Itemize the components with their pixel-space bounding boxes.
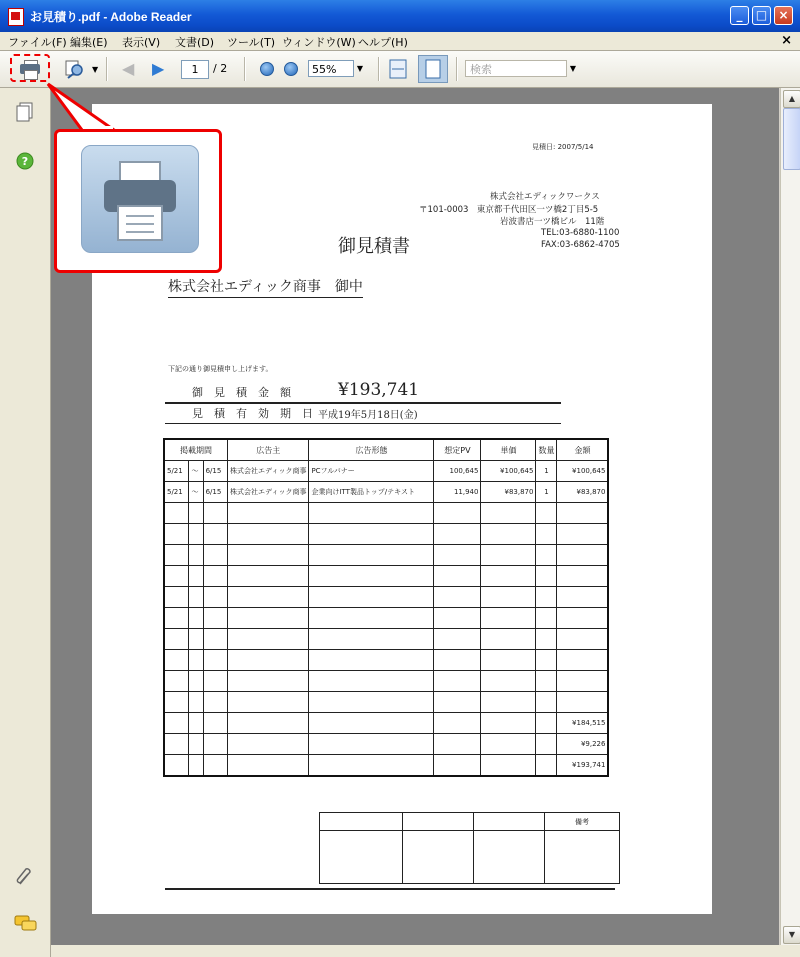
search-dropdown-icon[interactable]: ▼ — [569, 64, 577, 73]
table-row — [164, 503, 608, 524]
tax: ¥9,226 — [557, 734, 609, 755]
company-address-1: 〒101-0003 東京都千代田区一ツ橋2丁目5-5 — [419, 205, 599, 215]
table-row: 5/21 〜 6/15 株式会社エディック商事 企業向けITT製品トップ/テキスト 11,940 ¥83,870 1 ¥83,870 — [164, 482, 608, 503]
menu-tools[interactable]: ツール(T) — [227, 36, 276, 49]
scroll-thumb[interactable] — [783, 108, 800, 170]
validity-label: 見 積 有 効 期 日 — [192, 407, 313, 420]
print-icon — [82, 146, 198, 252]
fit-width-button[interactable] — [389, 59, 407, 79]
menu-document[interactable]: 文書(D) — [175, 36, 215, 49]
attachment-icon[interactable] — [14, 866, 36, 888]
subtotal-row — [164, 713, 608, 734]
table-row — [164, 671, 608, 692]
header-period: 掲載期間 — [164, 439, 228, 461]
menu-window[interactable]: ウィンドウ(W) — [282, 36, 356, 49]
status-strip — [51, 945, 800, 957]
title-bar — [0, 0, 800, 33]
subtotal: ¥184,515 — [557, 713, 609, 734]
comments-icon[interactable] — [14, 914, 38, 934]
header-quantity: 数量 — [536, 439, 557, 461]
amount-label: 御 見 積 金 額 — [192, 386, 291, 399]
zoom-input[interactable]: 55% — [308, 60, 354, 77]
toolbar — [0, 51, 800, 88]
header-unit-price: 単価 — [481, 439, 536, 461]
table-header-row — [164, 439, 608, 461]
table-row — [164, 692, 608, 713]
header-amount: 金額 — [557, 439, 609, 461]
svg-text:?: ? — [21, 155, 29, 168]
minimize-button[interactable]: _ — [730, 6, 749, 25]
scroll-down-icon[interactable]: ▼ — [783, 926, 800, 944]
menu-help[interactable]: ヘルプ(H) — [358, 36, 408, 49]
table-row: 5/21 〜 6/15 株式会社エディック商事 PCフルバナー 100,645 ¥100,645 1 ¥100,645 — [164, 461, 608, 482]
company-tel: TEL:03-6880-1100 — [541, 228, 620, 238]
validity-value: 平成19年5月18日(金) — [318, 410, 418, 421]
print-callout — [54, 129, 222, 273]
close-button[interactable]: × — [774, 6, 793, 25]
maximize-button[interactable]: □ — [752, 6, 771, 25]
intro-text: 下記の通り御見積申し上げます。 — [168, 365, 273, 373]
search-zoom-icon — [64, 59, 86, 79]
prev-page-icon[interactable]: ◀ — [122, 59, 135, 78]
dropdown-icon[interactable]: ▼ — [92, 65, 99, 74]
table-row — [164, 587, 608, 608]
estimate-table — [163, 438, 609, 777]
table-row — [164, 629, 608, 650]
fit-page-button[interactable] — [418, 55, 448, 83]
amount-value: ¥193,741 — [338, 380, 420, 400]
estimate-date: 見積日: 2007/5/14 — [532, 143, 594, 151]
pdf-app-icon — [8, 8, 24, 26]
page-total: / 2 — [213, 62, 228, 75]
next-page-icon[interactable]: ▶ — [152, 59, 165, 78]
table-row — [164, 545, 608, 566]
page-number-input[interactable]: 1 — [181, 60, 209, 79]
company-address-2: 岩波書店一ツ橋ビル 11階 — [500, 217, 605, 227]
stamp-table — [319, 812, 620, 884]
pages-icon[interactable] — [16, 102, 34, 122]
recipient: 株式会社エディック商事 御中 — [168, 276, 363, 298]
zoom-in-icon[interactable] — [284, 62, 298, 76]
notes-label: 備考 — [545, 813, 620, 831]
total-row — [164, 755, 608, 777]
zoom-out-icon[interactable] — [260, 62, 274, 76]
header-pv: 想定PV — [434, 439, 481, 461]
menu-edit[interactable]: 編集(E) — [70, 36, 108, 49]
print-icon-enlarged — [81, 145, 199, 253]
navigation-pane — [0, 88, 51, 957]
table-row — [164, 608, 608, 629]
fit-width-icon — [389, 59, 407, 79]
menu-bar — [0, 32, 800, 51]
header-format: 広告形態 — [309, 439, 434, 461]
window-title: お見積り.pdf - Adobe Reader — [30, 10, 192, 24]
table-row — [164, 650, 608, 671]
menu-file[interactable]: ファイル(F) — [8, 36, 67, 49]
tax-row — [164, 734, 608, 755]
scroll-up-icon[interactable]: ▲ — [783, 90, 800, 108]
help-icon[interactable] — [16, 152, 34, 170]
table-row — [164, 566, 608, 587]
table-row — [164, 524, 608, 545]
print-button[interactable] — [10, 54, 50, 82]
document-title: 御見積書 — [338, 236, 410, 257]
vertical-scrollbar[interactable] — [780, 88, 800, 945]
header-advertiser: 広告主 — [228, 439, 309, 461]
total: ¥193,741 — [557, 755, 609, 777]
menu-view[interactable]: 表示(V) — [122, 36, 161, 49]
fit-page-icon — [419, 56, 447, 82]
zoom-dropdown-icon[interactable]: ▼ — [356, 64, 364, 73]
search-input[interactable]: 検索 — [465, 60, 567, 77]
company-name: 株式会社エディックワークス — [490, 192, 600, 202]
document-close-icon[interactable]: × — [781, 33, 792, 48]
search-zoom-button[interactable] — [64, 59, 86, 79]
company-fax: FAX:03-6862-4705 — [541, 240, 620, 250]
